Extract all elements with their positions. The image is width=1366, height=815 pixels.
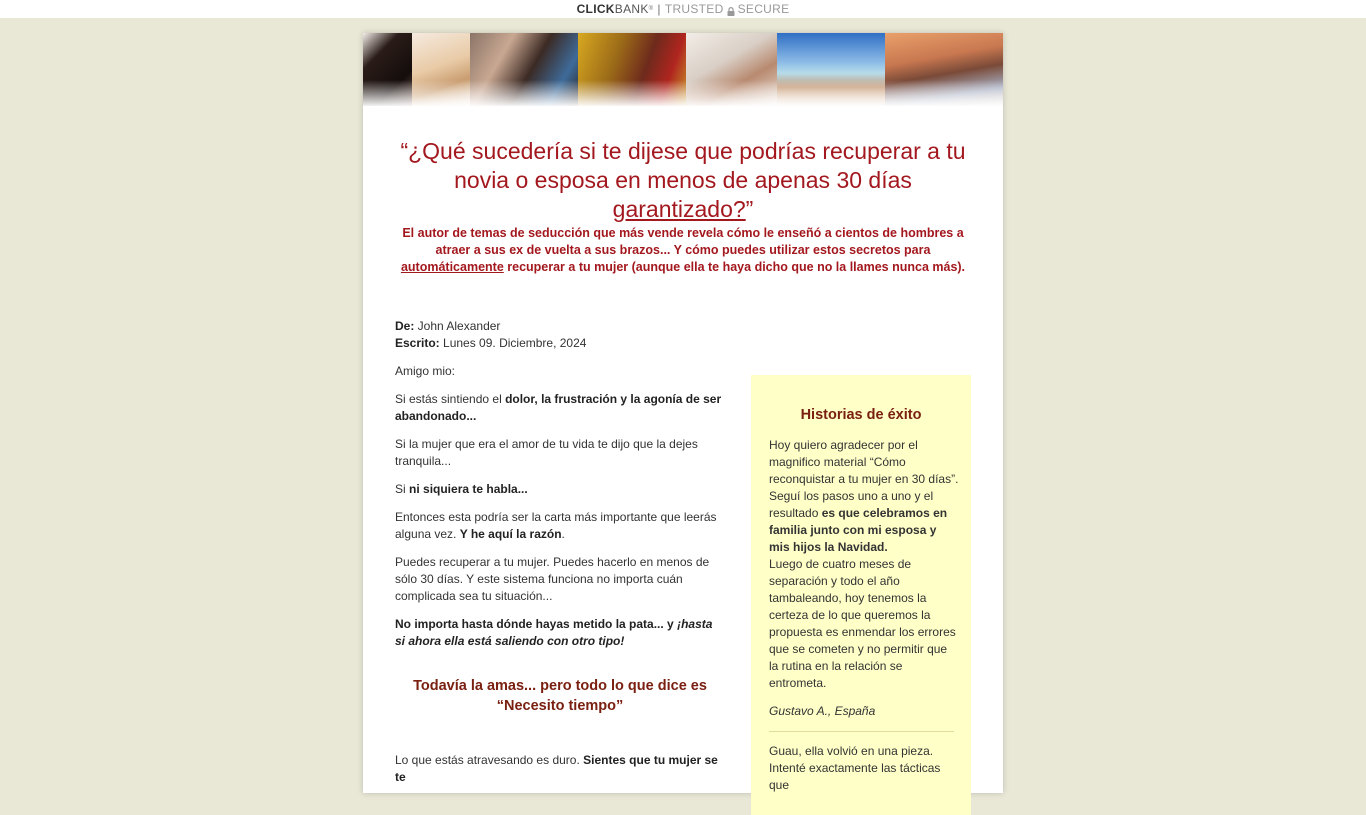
divider bbox=[769, 731, 954, 732]
clickbank-trust-bar bbox=[0, 0, 1366, 18]
testimonial-text: Hoy quiero agradecer por el magnifico material “Cómo reconquistar a tu mujer en 30 días”. Seguí los pasos uno a uno y el resultado es que celebramos en familia junto con mi esposa y mis hijos la Navidad. bbox=[769, 438, 959, 554]
written-label: Escrito: bbox=[395, 336, 440, 350]
paragraph: Si ni siquiera te habla... bbox=[395, 482, 528, 496]
subhead-text-end: recuperar a tu mujer (aunque ella te haya dicho que no la llames nunca más). bbox=[503, 260, 966, 274]
secure-label: SECURE bbox=[737, 2, 790, 16]
lock-icon bbox=[727, 5, 735, 14]
autumn-couple-photo bbox=[578, 33, 686, 106]
letter-meta bbox=[395, 318, 725, 352]
testimonials-box bbox=[751, 375, 971, 815]
couple-sunset-photo bbox=[885, 33, 1003, 106]
subhead-underlined: automáticamente bbox=[400, 260, 504, 274]
clickbank-logo-bold: CLICK bbox=[576, 2, 615, 16]
headline-text: “¿Qué sucedería si te dijese que podrías recuperar a tu novia o esposa en menos de apenas 30 días bbox=[400, 138, 966, 193]
sales-page bbox=[363, 33, 1003, 793]
beach-couple-photo bbox=[777, 33, 885, 106]
silhouette-photo bbox=[363, 33, 412, 106]
greeting: Amigo mio: bbox=[395, 364, 456, 378]
headline-underlined: garantizado? bbox=[612, 196, 746, 222]
paragraph: Lo que estás atravesando es duro. Sientes que tu mujer se te bbox=[395, 753, 718, 784]
from-label: De: bbox=[395, 319, 415, 333]
couple-kiss-photo bbox=[470, 33, 578, 106]
written-date: Lunes 09. Diciembre, 2024 bbox=[439, 336, 587, 350]
sales-letter bbox=[395, 318, 725, 797]
separator: | bbox=[657, 2, 661, 16]
from-value: John Alexander bbox=[414, 319, 501, 333]
photo-banner bbox=[363, 33, 1003, 106]
paragraph: Si la mujer que era el amor de tu vida te dijo que la dejes tranquila... bbox=[395, 437, 698, 468]
subheadline bbox=[393, 225, 973, 276]
testimonial-author: Gustavo A., España bbox=[769, 704, 876, 718]
trusted-label: TRUSTED bbox=[664, 2, 724, 16]
testimonial-text: Luego de cuatro meses de separación y todo el año tambaleando, hoy tenemos la certeza de lo que queremos la propuesta es enmendar los errores que se cometen y no permitir que la rutina en la relación se entrometa. bbox=[769, 557, 956, 690]
paragraph: Si estás sintiendo el dolor, la frustración y la agonía de ser abandonado... bbox=[395, 392, 722, 423]
testimonial-text: Guau, ella volvió en una pieza. Intenté exactamente las tácticas que bbox=[769, 744, 941, 792]
callout-heading: Todavía la amas... pero todo lo que dice es “Necesito tiempo” bbox=[413, 678, 707, 714]
paragraph: Entonces esta podría ser la carta más importante que leerás alguna vez. Y he aquí la razón. bbox=[395, 510, 717, 541]
paragraph: No importa hasta dónde hayas metido la pata... y ¡hasta si ahora ella está saliendo con otro tipo! bbox=[395, 617, 713, 648]
couple-sand-photo bbox=[686, 33, 777, 106]
testimonials-body bbox=[769, 437, 959, 805]
woman-lingerie-photo bbox=[412, 33, 470, 106]
paragraph: Puedes recuperar a tu mujer. Puedes hacerlo en menos de sólo 30 días. Y este sistema funciona no importa cuán complicada sea tu situación... bbox=[395, 555, 710, 603]
headline-close-quote: ” bbox=[745, 196, 754, 222]
registered-mark: ® bbox=[648, 6, 654, 12]
clickbank-logo-light: BANK bbox=[614, 2, 649, 16]
testimonials-title: Historias de éxito bbox=[800, 407, 922, 423]
subhead-text: El autor de temas de seducción que más vende revela cómo le enseñó a cientos de hombres a atraer a sus ex de vuelta a sus brazos... Y cómo puedes utilizar estos secretos para bbox=[402, 226, 964, 257]
headline bbox=[393, 137, 973, 224]
